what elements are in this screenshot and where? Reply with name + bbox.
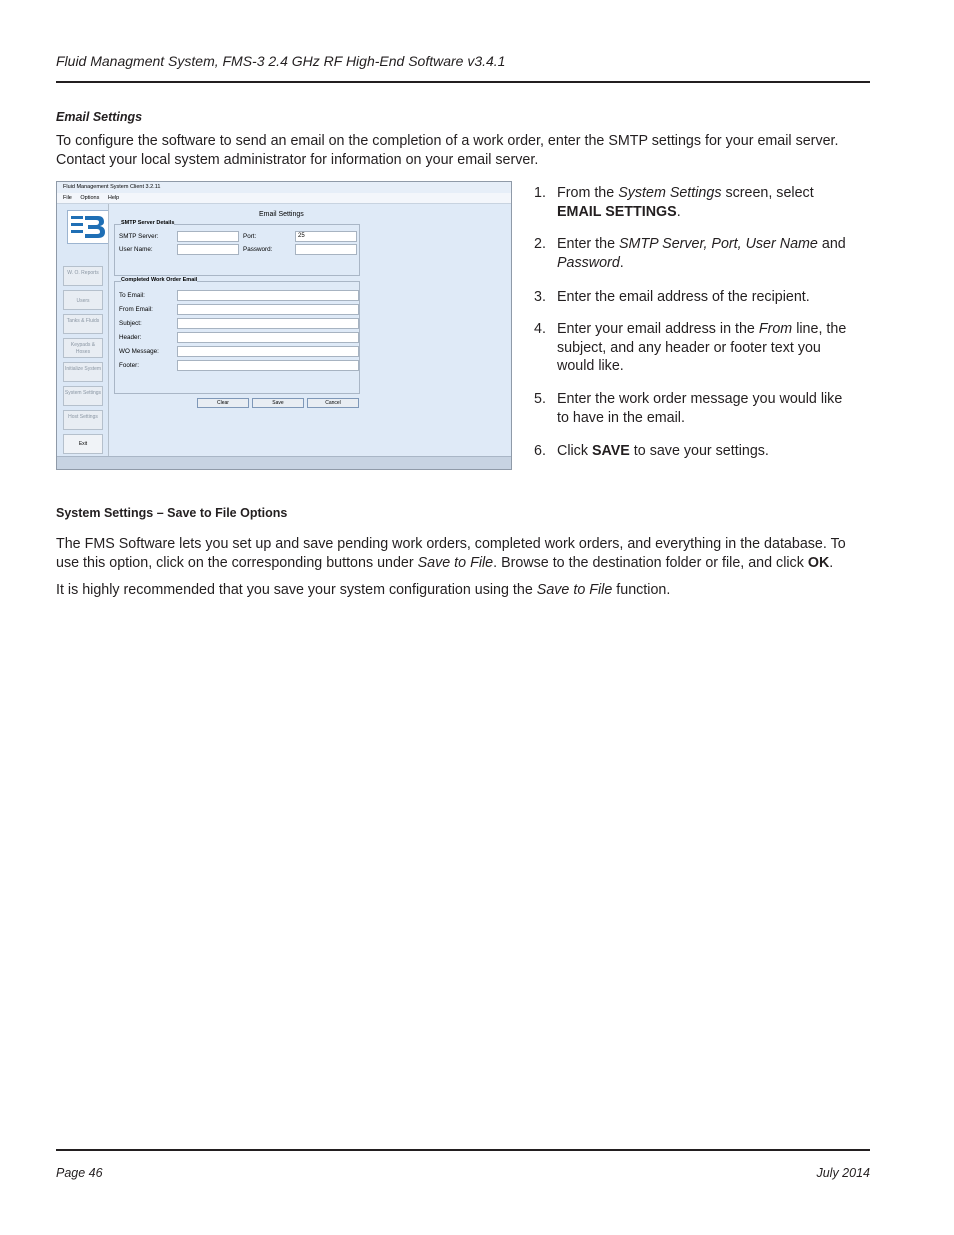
port-label: Port: — [243, 233, 257, 240]
wo-message-input[interactable] — [177, 346, 359, 357]
sidebar-exit-button[interactable]: Exit — [63, 434, 103, 454]
to-email-label: To Email: — [119, 292, 145, 299]
step-number: 5. — [534, 391, 546, 407]
footer-label: Footer: — [119, 362, 139, 369]
step-number: 1. — [534, 185, 546, 201]
footer-input[interactable] — [177, 360, 359, 371]
completed-wo-email-group — [114, 277, 360, 394]
step-text: From the System Settings screen, select EMAIL SETTINGS. — [557, 185, 814, 220]
form-title: Email Settings — [259, 211, 304, 218]
app-title-bar: Fluid Management System Client 3.2.11 — [57, 182, 511, 193]
step-number: 3. — [534, 289, 546, 305]
save-to-file-paragraph-2: It is highly recommended that you save your system configuration using the Save to File function. — [56, 582, 671, 598]
wo-message-label: WO Message: — [119, 348, 159, 355]
footer-rule — [56, 1149, 870, 1151]
menu-options[interactable]: Options — [80, 195, 100, 201]
email-settings-form — [108, 204, 510, 456]
email-intro-text: To configure the software to send an email on the completion of a work order, enter the SMTP settings for your email server. Contact your local system administrator for information on your email server. — [56, 133, 839, 168]
app-sidebar — [61, 206, 107, 460]
section-title-save-to-file: System Settings – Save to File Options — [56, 506, 288, 520]
user-name-label: User Name: — [119, 246, 153, 253]
cancel-button[interactable]: Cancel — [307, 398, 359, 408]
step-text: Enter the work order message you would like to have in the email. — [557, 391, 843, 426]
save-to-file-paragraph-1: The FMS Software lets you set up and save pending work orders, completed work orders, and everything in the database. To use this option, click on the corresponding buttons under Save to File. Browse to the destination folder or file, and click OK. — [56, 536, 846, 571]
sidebar-wo-reports-button[interactable]: W. O. Reports — [63, 266, 103, 286]
from-email-label: From Email: — [119, 306, 153, 313]
email-intro-paragraph — [56, 132, 868, 169]
sidebar-keypads-hoses-button[interactable]: Keypads & Hoses — [63, 338, 103, 358]
menu-file[interactable]: File — [63, 195, 72, 201]
clear-button[interactable]: Clear — [197, 398, 249, 408]
smtp-server-label: SMTP Server: — [119, 233, 159, 240]
wo-email-group-legend: Completed Work Order Email — [121, 277, 198, 283]
port-input[interactable]: 25 — [295, 231, 357, 242]
menu-help[interactable]: Help — [107, 195, 120, 201]
app-menu-bar — [57, 193, 511, 204]
sidebar-system-settings-button[interactable]: System Settings — [63, 386, 103, 406]
company-logo — [67, 210, 109, 244]
step-text: Click SAVE to save your settings. — [557, 443, 769, 459]
step-text: Enter the email address of the recipient. — [557, 289, 810, 305]
step-text: Enter your email address in the From line, the subject, and any header or footer text you would like. — [557, 321, 847, 374]
to-email-input[interactable] — [177, 290, 359, 301]
sidebar-tanks-fluids-button[interactable]: Tanks & Fluids — [63, 314, 103, 334]
header-label: Header: — [119, 334, 142, 341]
user-name-input[interactable] — [177, 244, 239, 255]
app-screenshot — [56, 181, 512, 470]
app-status-bar — [57, 456, 511, 469]
from-email-input[interactable] — [177, 304, 359, 315]
step-number: 6. — [534, 443, 546, 459]
smtp-group-legend: SMTP Server Details — [121, 220, 175, 226]
subject-label: Subject: — [119, 320, 142, 327]
smtp-server-input[interactable] — [177, 231, 239, 242]
smtp-server-group — [114, 220, 360, 276]
step-text: Enter the SMTP Server, Port, User Name and Password. — [557, 236, 846, 271]
sidebar-users-button[interactable]: Users — [63, 290, 103, 310]
sidebar-host-settings-button[interactable]: Host Settings — [63, 410, 103, 430]
save-button[interactable]: Save — [252, 398, 304, 408]
sidebar-initialize-system-button[interactable]: Initialize System — [63, 362, 103, 382]
step-number: 4. — [534, 321, 546, 337]
page-number: Page 46 — [56, 1166, 103, 1180]
header-input[interactable] — [177, 332, 359, 343]
password-label: Password: — [243, 246, 273, 253]
subject-input[interactable] — [177, 318, 359, 329]
header-rule — [56, 81, 870, 83]
publication-date: July 2014 — [816, 1166, 870, 1180]
document-header: Fluid Managment System, FMS-3 2.4 GHz RF High-End Software v3.4.1 — [56, 53, 506, 69]
step-number: 2. — [534, 236, 546, 252]
section-title-email-settings: Email Settings — [56, 110, 143, 124]
password-input[interactable] — [295, 244, 357, 255]
